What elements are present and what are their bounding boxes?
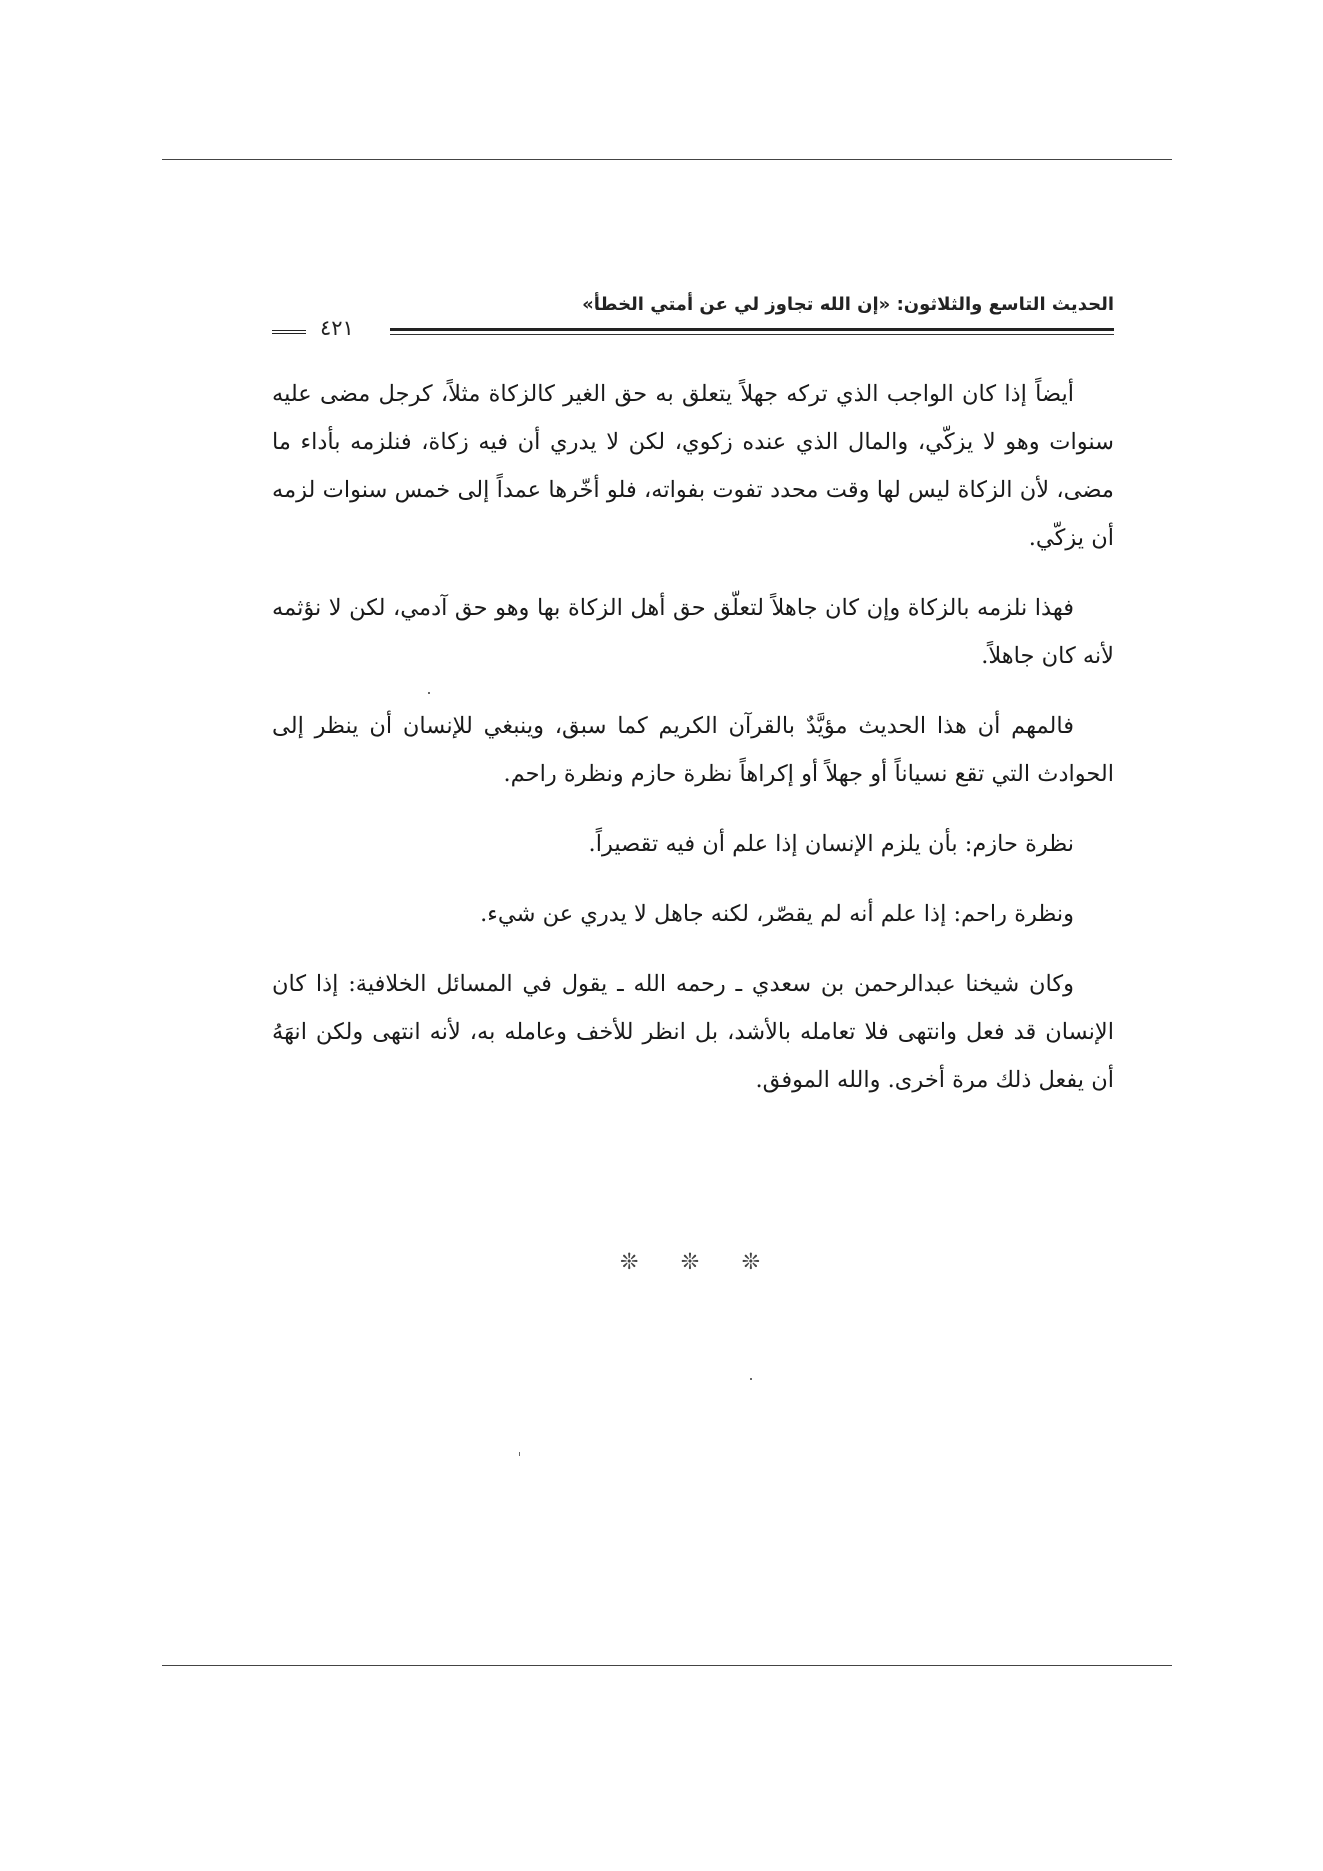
scan-speck (428, 692, 430, 694)
running-title: الحديث التاسع والثلاثون: «إن الله تجاوز لي عن أمتي الخطأ» (582, 294, 1114, 315)
page-number-mark (272, 330, 306, 334)
header-rule (390, 328, 1114, 331)
scan-speck (750, 1378, 752, 1380)
paragraph-zakat: أيضاً إذا كان الواجب الذي تركه جهلاً يتعلق به حق الغير كالزكاة مثلاً، كرجل مضى عليه سنوات وهو لا يزكّي، والمال الذي عنده زكوي، لكن لا يدري أن فيه زكاة، فنلزمه بأداء ما مضى، لأن الزكاة ليس لها وقت محدد تفوت بفواته، فلو أخّرها عمداً إلى خمس سنوات لزمه أن يزكّي. (272, 381, 1114, 551)
paragraph-merciful-view: ونظرة راحم: إذا علم أنه لم يقصّر، لكنه جاهل لا يدري عن شيء. (480, 901, 1074, 927)
separator-star-icon: ❊ (620, 1250, 639, 1275)
top-rule (162, 159, 1172, 160)
paragraph-obligation: فهذا نلزمه بالزكاة وإن كان جاهلاً لتعلّق حق أهل الزكاة بها وهو حق آدمي، لكن لا نؤثمه لأنه كان جاهلاً. (272, 595, 1114, 669)
separator-star-icon: ❊ (680, 1250, 700, 1275)
paragraph-sheikh-saadi: وكان شيخنا عبدالرحمن بن سعدي ـ رحمه الله ـ يقول في المسائل الخلافية: إذا كان الإنسان قد فعل وانتهى فلا تعامله بالأشد، بل انظر للأخف وعامله به، لأنه انتهى ولكن انهَهُ أن يفعل ذلك مرة أخرى. والله الموفق. (272, 971, 1114, 1093)
header-rule-thin (390, 334, 1114, 335)
paragraph-conclusion: فالمهم أن هذا الحديث مؤيَّدٌ بالقرآن الكريم كما سبق، وينبغي للإنسان أن ينظر إلى الحوادث التي تقع نسياناً أو جهلاً أو إكراهاً نظرة حازم ونظرة راحم. (272, 713, 1114, 787)
page-header (272, 290, 1114, 350)
scan-speck (519, 1452, 520, 1456)
bottom-rule (162, 1665, 1172, 1666)
body-text (272, 370, 1114, 1126)
section-separator (620, 1250, 760, 1275)
separator-star-icon: ❊ (741, 1250, 760, 1275)
page-number: ٤٢١ (320, 316, 354, 340)
paragraph-firm-view: نظرة حازم: بأن يلزم الإنسان إذا علم أن فيه تقصيراً. (588, 831, 1074, 857)
